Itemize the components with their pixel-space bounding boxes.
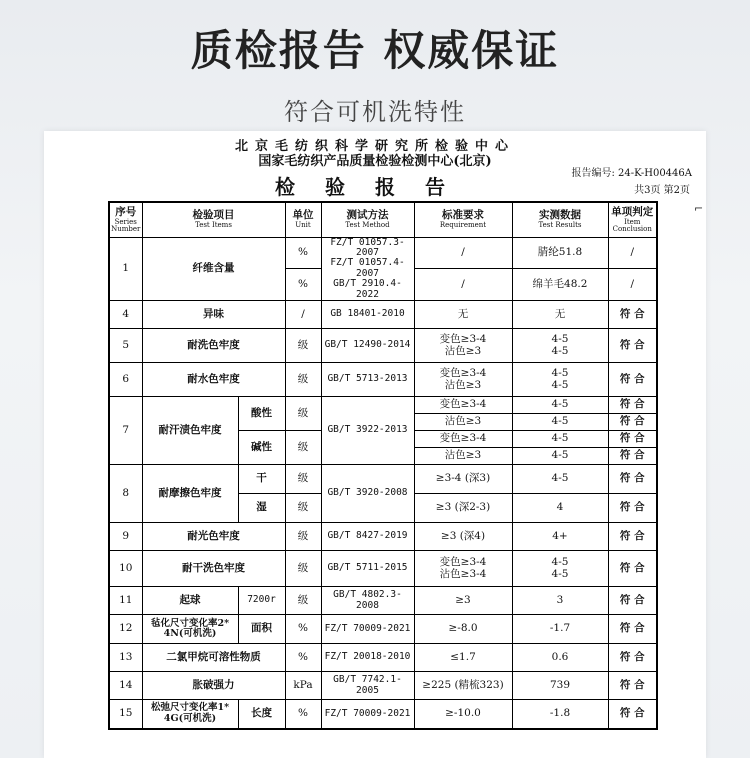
cell-method: FZ/T 70009-2021 xyxy=(321,700,414,729)
header-no: 序号 Series Number xyxy=(109,202,142,237)
cell-unit: kPa xyxy=(285,672,321,700)
header-unit: 单位 Unit xyxy=(285,202,321,237)
cell-requirement: ≥3 (深2-3) xyxy=(414,494,512,523)
cell-requirement: 变色≥3-4 xyxy=(414,397,512,414)
table-row xyxy=(109,397,657,414)
cell-requirement: ≥3 xyxy=(414,587,512,615)
cell-result: 4-5 xyxy=(512,414,608,431)
cell-result: -1.7 xyxy=(512,615,608,644)
table-header-row xyxy=(109,202,657,237)
cell-unit: 级 xyxy=(285,397,321,431)
table-row xyxy=(109,363,657,397)
cell-conclusion: 符 合 xyxy=(608,587,657,615)
header-method: 测试方法 Test Method xyxy=(321,202,414,237)
cell-item: 耐洗色牢度 xyxy=(142,329,285,363)
cell-subitem: 湿 xyxy=(238,494,285,523)
cell-requirement: ≥-10.0 xyxy=(414,700,512,729)
cell-result: 0.6 xyxy=(512,644,608,672)
header-conclusion: 单项判定 Item Conclusion xyxy=(608,202,657,237)
cell-subitem: 碱性 xyxy=(238,431,285,465)
cell-conclusion: 符 合 xyxy=(608,465,657,494)
cell-no: 11 xyxy=(109,587,142,615)
cell-conclusion: 符 合 xyxy=(608,523,657,551)
cell-requirement: 无 xyxy=(414,301,512,329)
cell-method: GB/T 3920-2008 xyxy=(321,465,414,523)
table-row xyxy=(109,672,657,700)
cell-method: GB/T 5713-2013 xyxy=(321,363,414,397)
cell-result: 4-5 xyxy=(512,465,608,494)
cell-result: 4-5 4-5 xyxy=(512,363,608,397)
cell-method: GB/T 5711-2015 xyxy=(321,551,414,587)
cell-result: 739 xyxy=(512,672,608,700)
cell-unit: 级 xyxy=(285,523,321,551)
cell-no: 6 xyxy=(109,363,142,397)
cell-requirement: ≤1.7 xyxy=(414,644,512,672)
cell-method: GB/T 12490-2014 xyxy=(321,329,414,363)
cell-unit: 级 xyxy=(285,465,321,494)
cell-requirement: ≥225 (精梳323) xyxy=(414,672,512,700)
cell-subitem: 长度 xyxy=(238,700,285,729)
table-row xyxy=(109,237,657,269)
cell-result: 4-5 4-5 xyxy=(512,551,608,587)
cell-item: 耐光色牢度 xyxy=(142,523,285,551)
edge-bracket-mark: ⌐ xyxy=(694,202,704,215)
report-paper xyxy=(44,131,706,758)
cell-requirement: 变色≥3-4 沾色≥3-4 xyxy=(414,551,512,587)
cell-conclusion: 符 合 xyxy=(608,448,657,465)
cell-no: 15 xyxy=(109,700,142,729)
cell-conclusion: / xyxy=(608,269,657,301)
cell-conclusion: 符 合 xyxy=(608,700,657,729)
cell-requirement: ≥3 (深4) xyxy=(414,523,512,551)
report-number: 报告编号: 24-K-H00446A xyxy=(571,168,692,179)
cell-method: GB/T 7742.1-2005 xyxy=(321,672,414,700)
cell-item: 异味 xyxy=(142,301,285,329)
cell-conclusion: 符 合 xyxy=(608,363,657,397)
cell-item: 毡化尺寸变化率2* 4N(可机洗) xyxy=(142,615,238,644)
org-name-line1: 北京毛纺织科学研究所检验中心 xyxy=(234,139,515,154)
cell-method: FZ/T 01057.3-2007 FZ/T 01057.4-2007 GB/T 2910.4-2022 xyxy=(321,237,414,301)
cell-no: 1 xyxy=(109,237,142,301)
cell-conclusion: 符 合 xyxy=(608,615,657,644)
header-result: 实测数据 Test Results xyxy=(512,202,608,237)
cell-unit: 级 xyxy=(285,431,321,465)
report-table-wrap xyxy=(108,201,658,730)
cell-item: 纤维含量 xyxy=(142,237,285,301)
cell-item: 耐摩擦色牢度 xyxy=(142,465,238,523)
cell-requirement: ≥-8.0 xyxy=(414,615,512,644)
cell-result: 3 xyxy=(512,587,608,615)
report-title: 检验报告 xyxy=(275,175,475,199)
cell-item: 起球 xyxy=(142,587,238,615)
hero-title: 质检报告 权威保证 xyxy=(190,26,560,75)
cell-no: 5 xyxy=(109,329,142,363)
table-row xyxy=(109,587,657,615)
table-row xyxy=(109,523,657,551)
cell-no: 7 xyxy=(109,397,142,465)
table-row xyxy=(109,465,657,494)
cell-result: 4-5 xyxy=(512,448,608,465)
cell-item: 松弛尺寸变化率1* 4G(可机洗) xyxy=(142,700,238,729)
table-row xyxy=(109,551,657,587)
cell-requirement: 变色≥3-4 xyxy=(414,431,512,448)
cell-result: 绵羊毛48.2 xyxy=(512,269,608,301)
cell-conclusion: 符 合 xyxy=(608,551,657,587)
cell-method: GB 18401-2010 xyxy=(321,301,414,329)
cell-unit: 级 xyxy=(285,494,321,523)
cell-requirement: / xyxy=(414,237,512,269)
cell-result: 无 xyxy=(512,301,608,329)
page-info: 共3页 第2页 xyxy=(634,185,690,196)
cell-requirement: ≥3-4 (深3) xyxy=(414,465,512,494)
cell-no: 12 xyxy=(109,615,142,644)
cell-unit: % xyxy=(285,269,321,301)
cell-conclusion: 符 合 xyxy=(608,644,657,672)
cell-unit: / xyxy=(285,301,321,329)
cell-conclusion: 符 合 xyxy=(608,431,657,448)
cell-conclusion: 符 合 xyxy=(608,494,657,523)
cell-result: -1.8 xyxy=(512,700,608,729)
cell-result: 腈纶51.8 xyxy=(512,237,608,269)
report-table xyxy=(108,201,658,730)
cell-unit: 级 xyxy=(285,587,321,615)
cell-result: 4-5 xyxy=(512,397,608,414)
cell-method: GB/T 4802.3-2008 xyxy=(321,587,414,615)
cell-requirement: / xyxy=(414,269,512,301)
cell-requirement: 变色≥3-4 沾色≥3 xyxy=(414,363,512,397)
cell-item: 二氯甲烷可溶性物质 xyxy=(142,644,285,672)
cell-result: 4+ xyxy=(512,523,608,551)
table-row xyxy=(109,644,657,672)
cell-conclusion: 符 合 xyxy=(608,329,657,363)
org-name-line2: 国家毛纺织产品质量检验检测中心(北京) xyxy=(258,154,492,169)
cell-unit: % xyxy=(285,615,321,644)
cell-unit: % xyxy=(285,700,321,729)
table-row xyxy=(109,329,657,363)
cell-subitem: 干 xyxy=(238,465,285,494)
cell-no: 14 xyxy=(109,672,142,700)
cell-unit: % xyxy=(285,644,321,672)
cell-no: 8 xyxy=(109,465,142,523)
cell-subitem: 面积 xyxy=(238,615,285,644)
cell-requirement: 变色≥3-4 沾色≥3 xyxy=(414,329,512,363)
hero-subtitle: 符合可机洗特性 xyxy=(284,98,466,126)
table-row xyxy=(109,615,657,644)
cell-conclusion: 符 合 xyxy=(608,397,657,414)
cell-method: GB/T 3922-2013 xyxy=(321,397,414,465)
cell-requirement: 沾色≥3 xyxy=(414,448,512,465)
cell-requirement: 沾色≥3 xyxy=(414,414,512,431)
cell-result: 4 xyxy=(512,494,608,523)
cell-unit: 级 xyxy=(285,363,321,397)
cell-no: 10 xyxy=(109,551,142,587)
cell-result: 4-5 xyxy=(512,431,608,448)
cell-method: FZ/T 20018-2010 xyxy=(321,644,414,672)
cell-subitem: 酸性 xyxy=(238,397,285,431)
cell-unit: 级 xyxy=(285,329,321,363)
header-requirement: 标准要求 Requirement xyxy=(414,202,512,237)
cell-subitem: 7200r xyxy=(238,587,285,615)
table-row xyxy=(109,301,657,329)
cell-result: 4-5 4-5 xyxy=(512,329,608,363)
cell-item: 耐水色牢度 xyxy=(142,363,285,397)
cell-conclusion: 符 合 xyxy=(608,301,657,329)
cell-conclusion: / xyxy=(608,237,657,269)
cell-item: 耐汗渍色牢度 xyxy=(142,397,238,465)
table-row xyxy=(109,700,657,729)
cell-no: 9 xyxy=(109,523,142,551)
cell-unit: 级 xyxy=(285,551,321,587)
cell-unit: % xyxy=(285,237,321,269)
cell-no: 4 xyxy=(109,301,142,329)
cell-item: 耐干洗色牢度 xyxy=(142,551,285,587)
cell-method: GB/T 8427-2019 xyxy=(321,523,414,551)
cell-no: 13 xyxy=(109,644,142,672)
cell-conclusion: 符 合 xyxy=(608,672,657,700)
cell-method: FZ/T 70009-2021 xyxy=(321,615,414,644)
cell-item: 胀破强力 xyxy=(142,672,285,700)
header-item: 检验项目 Test Items xyxy=(142,202,285,237)
cell-conclusion: 符 合 xyxy=(608,414,657,431)
